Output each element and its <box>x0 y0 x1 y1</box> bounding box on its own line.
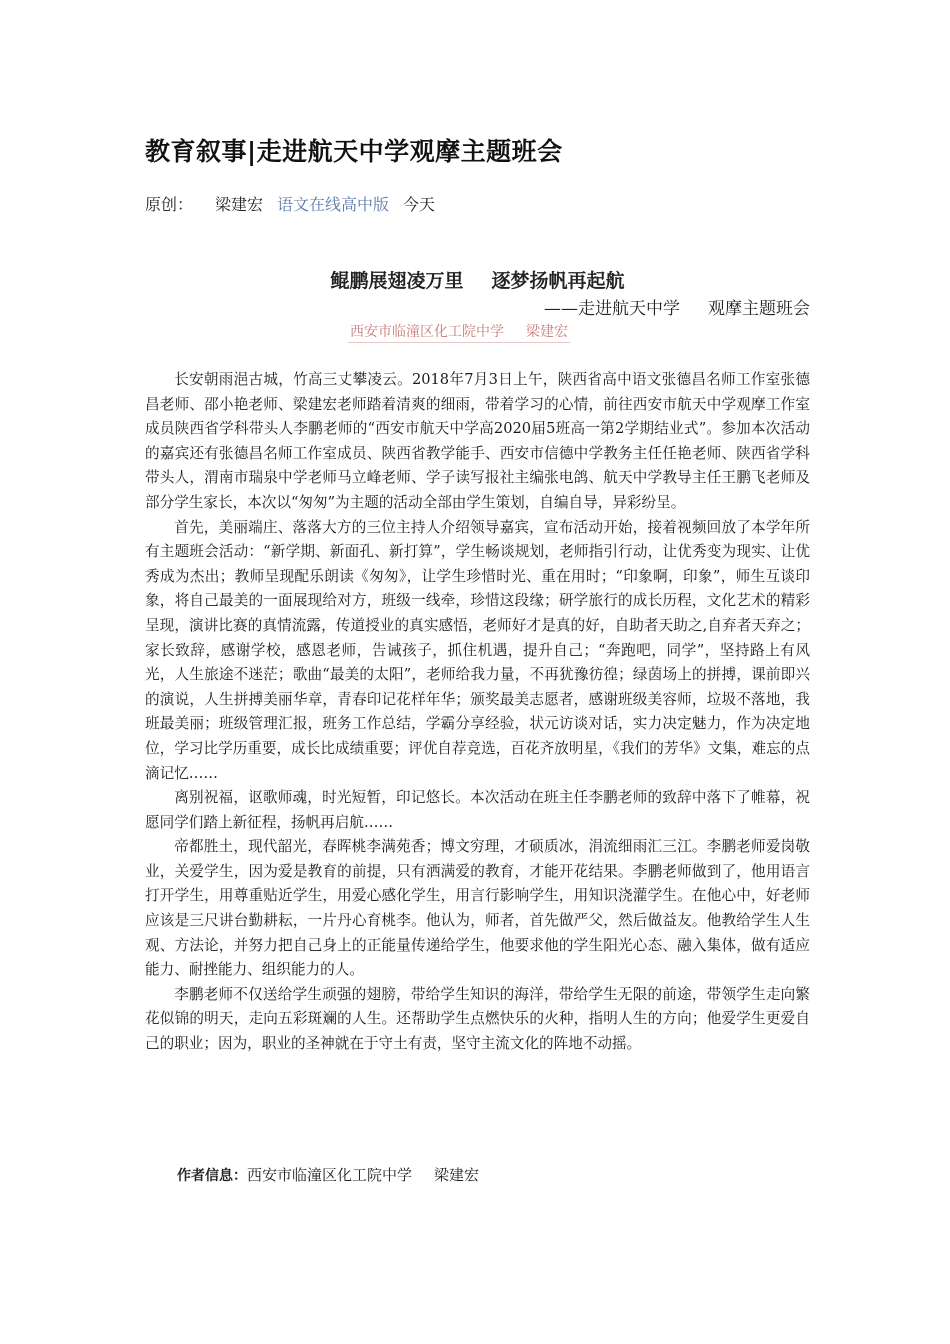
author-info <box>177 1164 479 1185</box>
subhead-part2: 观摩主题班会 <box>708 299 810 319</box>
paragraph: 离别祝福，讴歌师魂，时光短暂，印记悠长。本次活动在班主任李鹏老师的致辞中落下了帷幕，祝愿同学们踏上新征程，扬帆再启航…… <box>145 789 810 831</box>
author-info-name: 梁建宏 <box>434 1166 480 1184</box>
author-info-school: 西安市临潼区化工院中学 <box>247 1166 413 1184</box>
paragraph: 李鹏老师不仅送给学生顽强的翅膀，带给学生知识的海洋，带给学生无限的前途，带领学生走向繁花似锦的明天，走向五彩斑斓的人生。还帮助学生点燃快乐的火种，指明人生的方向；他爱学生更爱自己的职业；因为，职业的圣神就在于守土有责，坚守主流文化的阵地不动摇。 <box>145 985 810 1053</box>
school-name: 西安市临潼区化工院中学 <box>350 324 504 340</box>
headline-part2: 逐梦扬帆再起航 <box>491 270 625 292</box>
author-info-label: 作者信息： <box>177 1168 247 1184</box>
byline-label: 原创： <box>145 195 194 214</box>
byline <box>145 192 435 215</box>
subhead <box>544 294 810 319</box>
paragraph: 长安朝雨浥古城，竹高三丈攀凌云。2018年7月3日上午，陕西省高中语文张德昌名师工作室张德昌老师、邵小艳老师、梁建宏老师踏着清爽的细雨，带着学习的心情，前往西安市航天中学观摩工作室成员陕西省学科带头人李鹏老师的“西安市航天中学高2020届5班高一第2学期结业式”。参加本次活动的嘉宾还有张德昌名师工作室成员、陕西省教学能手、西安市信德中学教务主任任艳老师、陕西省学科带头人，渭南市瑞泉中学老师马立峰老师、学子读写报社主编张电鸽、航天中学教导主任王鹏飞老师及部分学生家长，本次以“匆匆”为主题的活动全部由学生策划，自编自导，异彩纷呈。 <box>145 371 810 511</box>
byline-author: 梁建宏 <box>215 195 264 214</box>
school-author: 梁建宏 <box>526 324 568 340</box>
subhead-part1: ——走进航天中学 <box>544 299 680 319</box>
school-author-line <box>348 321 570 343</box>
headline <box>145 266 810 293</box>
headline-part1: 鲲鹏展翅凌万里 <box>330 270 464 292</box>
paragraph: 帝都胜土，现代韶光，春晖桃李满苑香；博文穷理，才硕质冰，涓流细雨汇三江。李鹏老师爱岗敬业，关爱学生，因为爱是教育的前提，只有洒满爱的教育，才能开花结果。李鹏老师做到了，他用语言打开学生，用尊重贴近学生，用爱心感化学生，用言行影响学生，用知识浇灌学生。在他心中，好老师应该是三尺讲台勤耕耘，一片丹心育桃李。他认为，师者，首先做严父，然后做益友。他教给学生人生观、方法论，并努力把自己身上的正能量传递给学生，他要求他的学生阳光心态、融入集体，做有适应能力、耐挫能力、组织能力的人。 <box>145 838 810 979</box>
paragraph: 首先，美丽端庄、落落大方的三位主持人介绍领导嘉宾，宣布活动开始，接着视频回放了本学年所有主题班会活动：“新学期、新面孔、新打算”，学生畅谈规划，老师指引行动，让优秀变为现实、让优秀成为杰出；教师呈现配乐朗读《匆匆》，让学生珍惜时光、重在用时；“印象啊，印象”，师生互谈印象，将自己最美的一面展现给对方，班级一线牵，珍惜这段缘；研学旅行的成长历程，文化艺术的精彩呈现，演讲比赛的真情流露，传道授业的真实感悟，老师好才是真的好，自助者天助之,自弃者天弃之；家长致辞，感谢学校，感恩老师，告诫孩子，抓住机遇，提升自己；“奔跑吧，同学”，坚持路上有风光，人生旅途不迷茫；歌曲“最美的太阳”，老师给我力量，不再犹豫彷徨；绿茵场上的拼搏，课前即兴的演说，人生拼搏美丽华章，青春印记花样年华；颁奖最美志愿者，感谢班级美容师，垃圾不落地，我班最美丽；班级管理汇报，班务工作总结，学霸分享经验，状元访谈对话，实力决定魅力，作为决定地位，学习比学历重要，成长比成绩重要；评优自荐竞选，百花齐放明星，《我们的芳华》文集，难忘的点滴记忆…… <box>145 518 810 782</box>
article-title: 教育叙事|走进航天中学观摩主题班会 <box>145 137 563 166</box>
article-body <box>145 368 810 1057</box>
byline-source-link[interactable]: 语文在线高中版 <box>277 195 390 214</box>
byline-date: 今天 <box>403 195 436 214</box>
